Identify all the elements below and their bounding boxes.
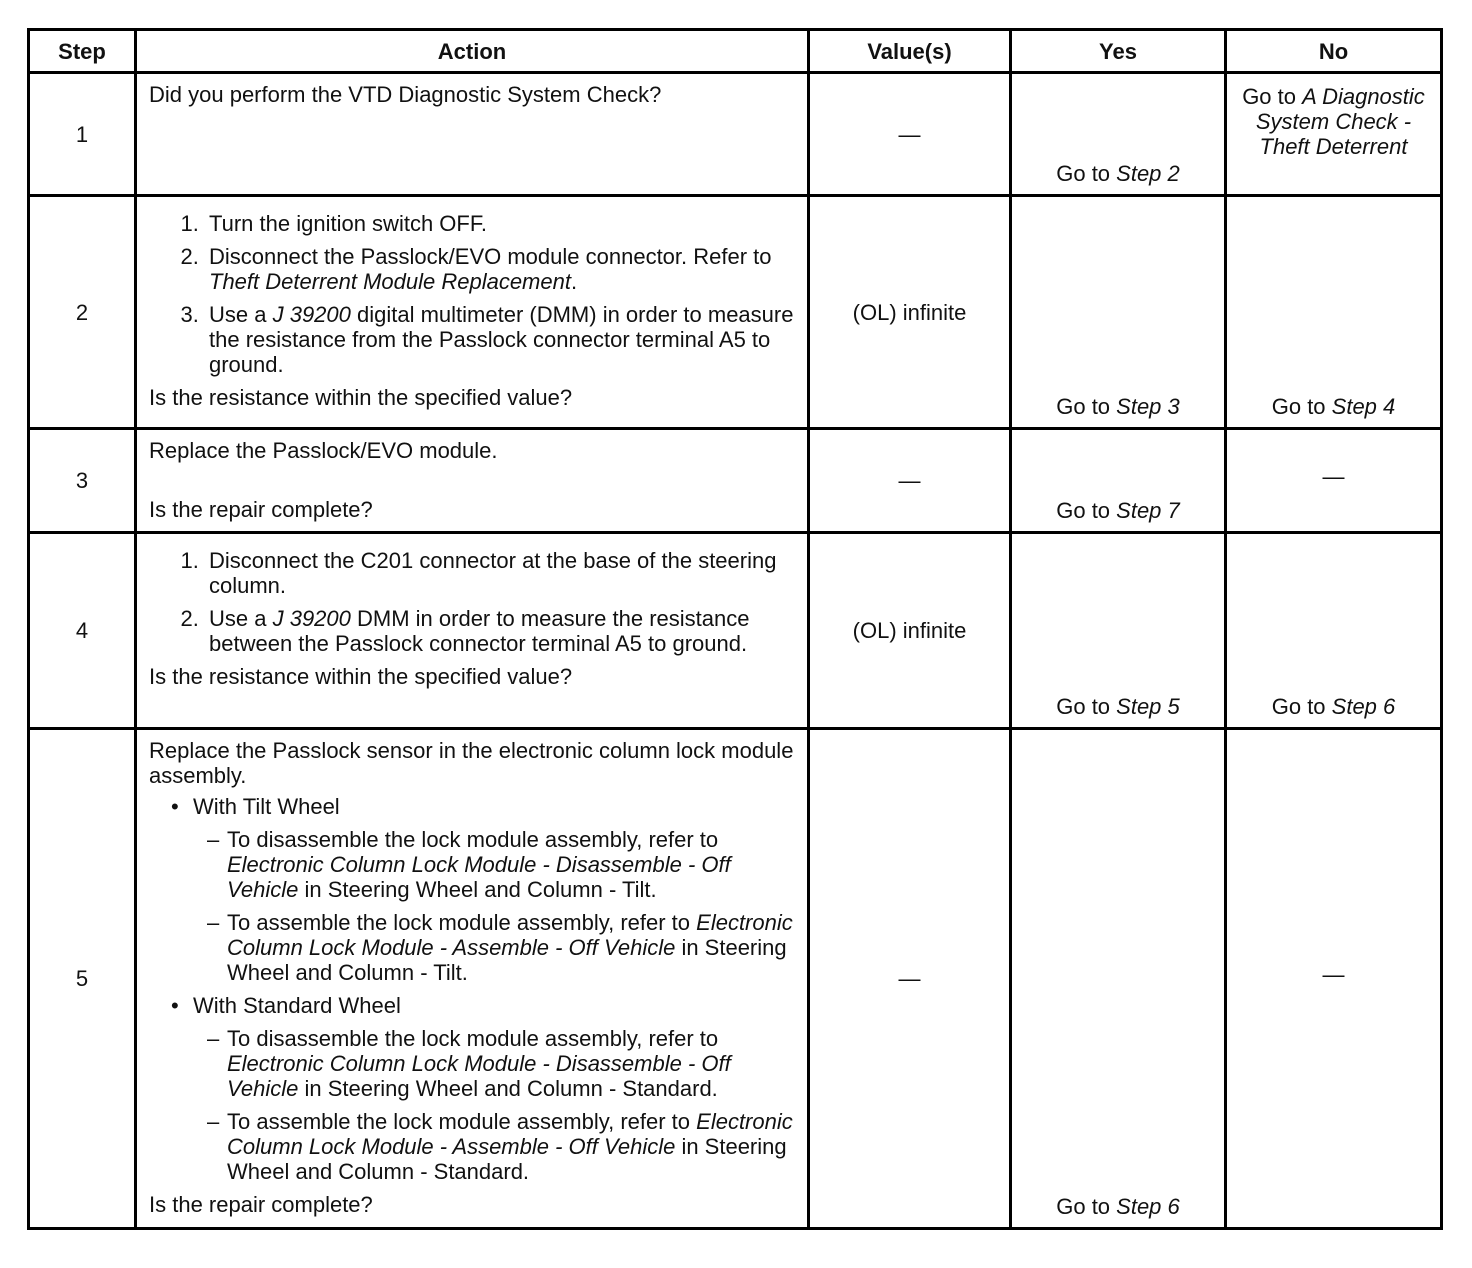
item-text: Disconnect the C201 connector at the base of the steering column. [209, 548, 777, 598]
list-item [227, 910, 797, 985]
header-step: Step [29, 30, 136, 73]
sub-after: in Steering Wheel and Column - Standard. [298, 1076, 718, 1101]
sub-after: in Steering Wheel and Column - Tilt. [298, 877, 657, 902]
list-item [205, 548, 797, 598]
question-text: Is the repair complete? [149, 497, 373, 522]
action-cell [136, 729, 809, 1229]
step-number: 4 [29, 533, 136, 729]
value-cell: (OL) infinite [809, 533, 1011, 729]
no-cell [1226, 73, 1442, 196]
value-cell: — [809, 429, 1011, 533]
item-ref: Theft Deterrent Module Replacement [209, 269, 571, 294]
yes-ref: Step 2 [1116, 161, 1180, 186]
item-text: Turn the ignition switch OFF. [209, 211, 487, 236]
yes-cell [1011, 729, 1226, 1229]
step-number: 2 [29, 196, 136, 429]
item-text: DMM in order to measure the resistance between the Passlock connector terminal A5 to ground. [209, 606, 750, 656]
question-text: Is the resistance within the specified value? [149, 385, 573, 410]
list-item [205, 302, 797, 377]
table-row [29, 533, 1442, 729]
header-row [29, 30, 1442, 73]
item-pre: Use a [209, 302, 273, 327]
instruction-text: Replace the Passlock sensor in the electronic column lock module assembly. [149, 738, 794, 788]
value-cell: (OL) infinite [809, 196, 1011, 429]
list-item [205, 244, 797, 294]
yes-ref: Step 6 [1116, 1194, 1180, 1219]
item-after: . [570, 269, 578, 294]
sub-list [193, 827, 797, 985]
yes-prefix: Go to [1056, 394, 1117, 419]
yes-cell [1011, 73, 1226, 196]
no-cell [1226, 196, 1442, 429]
sub-text: To assemble the lock module assembly, refer to [227, 910, 697, 935]
item-ref: J 39200 [272, 606, 351, 631]
instruction-list [149, 211, 797, 377]
sub-after: in Steering Wheel and Column - Standard. [227, 1134, 787, 1184]
table-row [29, 196, 1442, 429]
wheel-options-list [149, 794, 797, 1184]
yes-prefix: Go to [1056, 161, 1117, 186]
instruction-text: Replace the Passlock/EVO module. [149, 438, 498, 463]
diagnostic-table [27, 28, 1443, 1230]
step-number: 3 [29, 429, 136, 533]
question-text: Is the repair complete? [149, 1192, 373, 1217]
value-cell: — [809, 73, 1011, 196]
list-item [227, 1109, 797, 1184]
header-yes: Yes [1011, 30, 1226, 73]
no-ref: A Diagnostic System Check - Theft Deterrent [1255, 84, 1425, 159]
question-text: Is the resistance within the specified value? [149, 664, 573, 689]
instruction-list [149, 548, 797, 656]
group-label: With Tilt Wheel [193, 794, 340, 819]
list-item [193, 794, 797, 985]
no-cell: — [1226, 429, 1442, 533]
yes-ref: Step 3 [1116, 394, 1180, 419]
item-pre: Use a [209, 606, 273, 631]
sub-ref: Electronic Column Lock Module - Disassemble - Off Vehicle [227, 1051, 731, 1101]
step-number: 1 [29, 73, 136, 196]
item-text: Disconnect the Passlock/EVO module connector. Refer to [209, 244, 772, 269]
no-cell [1226, 533, 1442, 729]
yes-prefix: Go to [1056, 1194, 1117, 1219]
group-label: With Standard Wheel [193, 993, 401, 1018]
header-values: Value(s) [809, 30, 1011, 73]
list-item [227, 1026, 797, 1101]
list-item [227, 827, 797, 902]
sub-text: To disassemble the lock module assembly, refer to [227, 827, 719, 852]
no-prefix: Go to [1242, 84, 1303, 109]
step-number: 5 [29, 729, 136, 1229]
list-item [205, 211, 797, 236]
sub-text: To assemble the lock module assembly, refer to [227, 1109, 697, 1134]
item-text: digital multimeter (DMM) in order to measure the resistance from the Passlock connector terminal A5 to ground. [209, 302, 794, 377]
yes-ref: Step 7 [1116, 498, 1180, 523]
no-ref: Step 4 [1331, 394, 1396, 419]
item-ref: J 39200 [272, 302, 351, 327]
table-row [29, 73, 1442, 196]
sub-text: To disassemble the lock module assembly, refer to [227, 1026, 719, 1051]
table-row [29, 429, 1442, 533]
yes-ref: Step 5 [1116, 694, 1180, 719]
no-prefix: Go to [1271, 694, 1332, 719]
yes-prefix: Go to [1056, 694, 1117, 719]
no-prefix: Go to [1271, 394, 1332, 419]
value-cell: — [809, 729, 1011, 1229]
action-cell [136, 533, 809, 729]
yes-cell [1011, 196, 1226, 429]
question-text: Did you perform the VTD Diagnostic System Check? [149, 82, 662, 107]
yes-cell [1011, 533, 1226, 729]
header-action: Action [136, 30, 809, 73]
action-cell [136, 429, 809, 533]
yes-cell [1011, 429, 1226, 533]
sub-ref: Electronic Column Lock Module - Disassemble - Off Vehicle [227, 852, 731, 902]
sub-after: in Steering Wheel and Column - Tilt. [227, 935, 787, 985]
no-ref: Step 6 [1331, 694, 1396, 719]
sub-ref: Electronic Column Lock Module - Assemble - Off Vehicle [227, 1109, 793, 1159]
action-cell [136, 73, 809, 196]
yes-prefix: Go to [1056, 498, 1117, 523]
sub-ref: Electronic Column Lock Module - Assemble - Off Vehicle [227, 910, 793, 960]
sub-list [193, 1026, 797, 1184]
list-item [193, 993, 797, 1184]
header-no: No [1226, 30, 1442, 73]
diagnostic-table-container [27, 28, 1440, 1232]
action-cell [136, 196, 809, 429]
table-row [29, 729, 1442, 1229]
list-item [205, 606, 797, 656]
no-cell: — [1226, 729, 1442, 1229]
